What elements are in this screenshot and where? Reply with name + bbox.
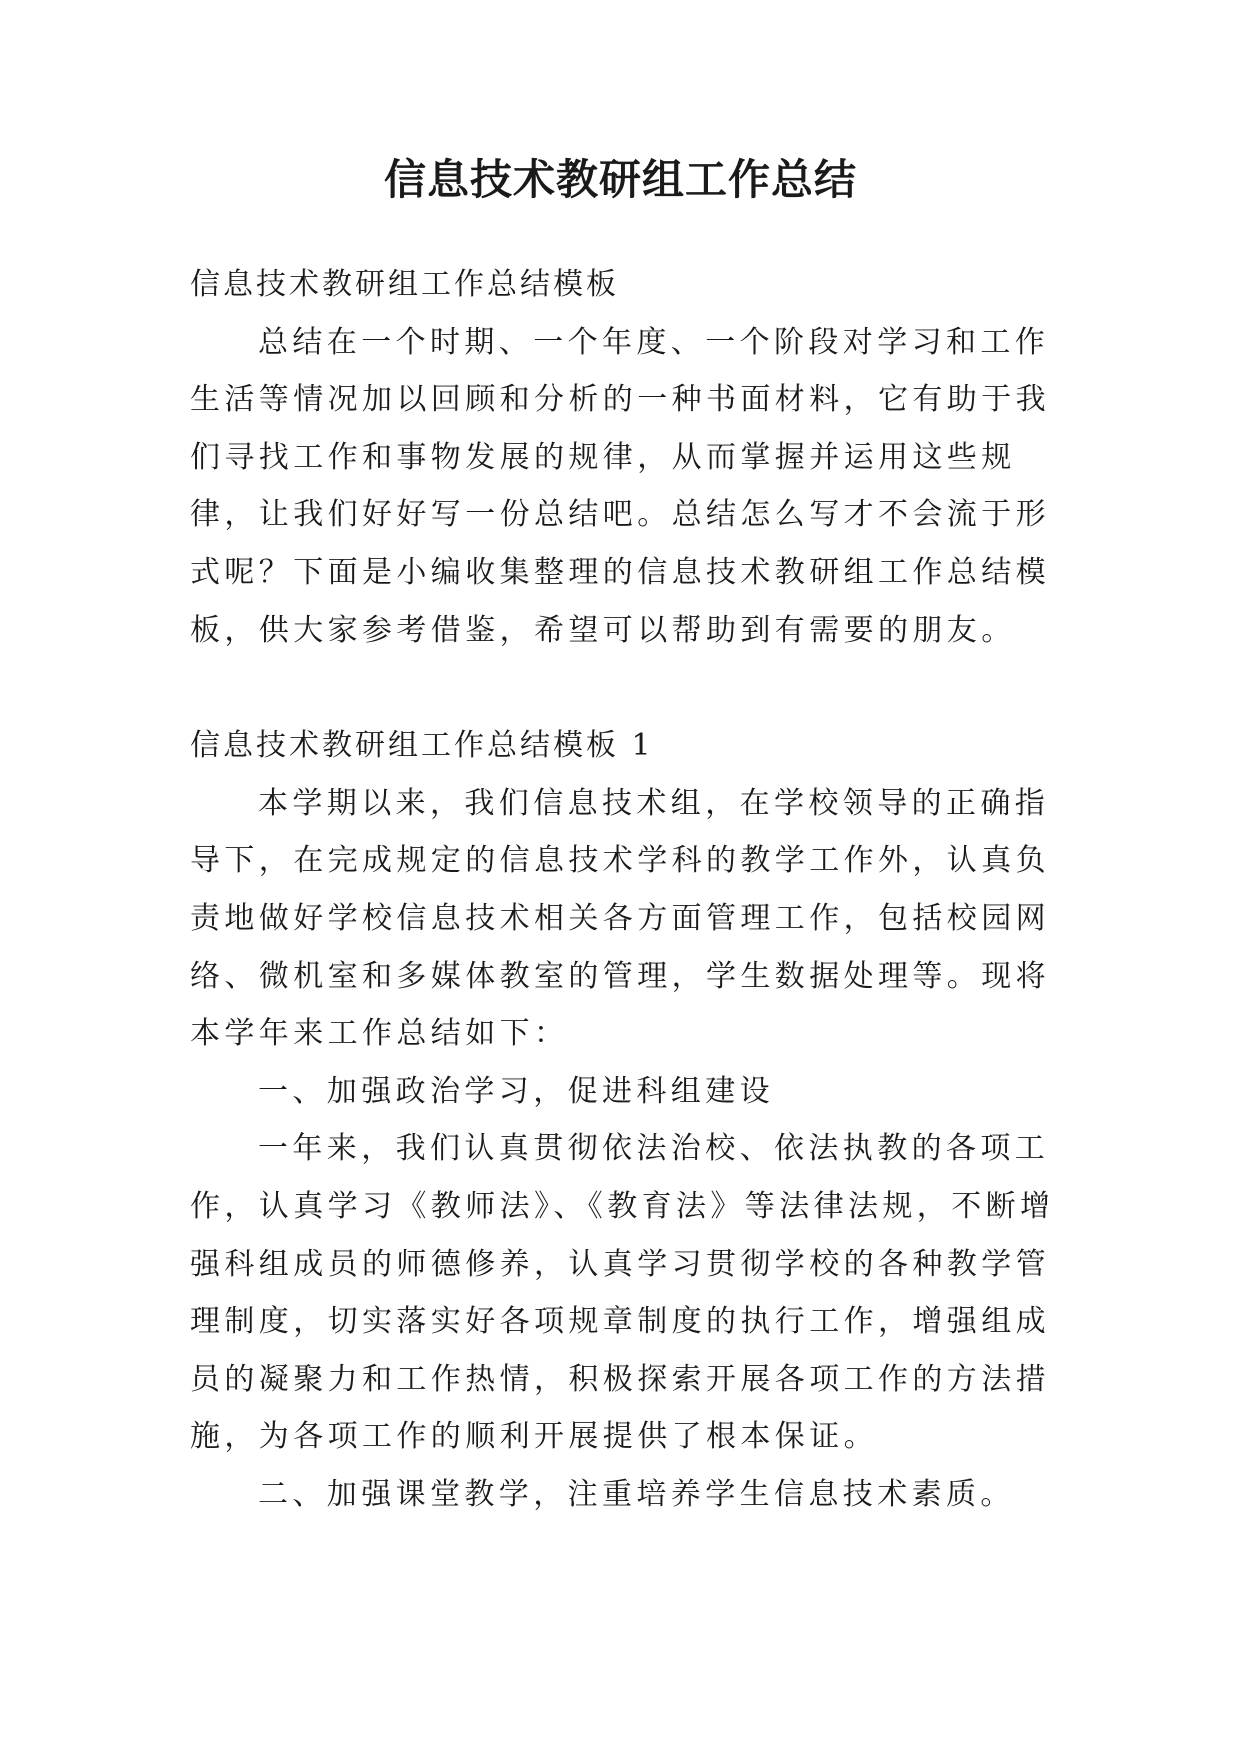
document-title: 信息技术教研组工作总结 (383, 155, 857, 204)
point1-paragraph: 一年来，我们认真贯彻依法治校、依法执教的各项工作，认真学习《教师法》、《教育法》等法律法规，不断增强科组成员的师德修养，认真学习贯彻学校的各种教学管理制度，切实落实好各项规章制度的执行工作，增强组成员的凝聚力和工作热情，积极探索开展各项工作的方法措施，为各项工作的顺利开展提供了根本保证。 (190, 1131, 1055, 1455)
section-spacer (190, 659, 1060, 717)
intro-heading: 信息技术教研组工作总结模板 (190, 267, 619, 302)
section1-heading: 信息技术教研组工作总结模板 1 (190, 728, 654, 764)
point1-heading: 一、加强政治学习，促进科组建设 (258, 1073, 774, 1109)
document-body (190, 256, 1060, 1523)
point2-heading: 二、加强课堂教学，注重培养学生信息技术素质。 (258, 1476, 1015, 1512)
intro-paragraph: 总结在一个时期、一个年度、一个阶段对学习和工作生活等情况加以回顾和分析的一种书面材料，它有助于我们寻找工作和事物发展的规律，从而掌握并运用这些规律，让我们好好写一份总结吧。总结怎么写才不会流于形式呢？下面是小编收集整理的信息技术教研组工作总结模板，供大家参考借鉴，希望可以帮助到有需要的朋友。 (190, 324, 1050, 648)
section1-paragraph: 本学期以来，我们信息技术组，在学校领导的正确指导下，在完成规定的信息技术学科的教学工作外，认真负责地做好学校信息技术相关各方面管理工作，包括校园网络、微机室和多媒体教室的管理，学生数据处理等。现将本学年来工作总结如下： (190, 785, 1050, 1052)
